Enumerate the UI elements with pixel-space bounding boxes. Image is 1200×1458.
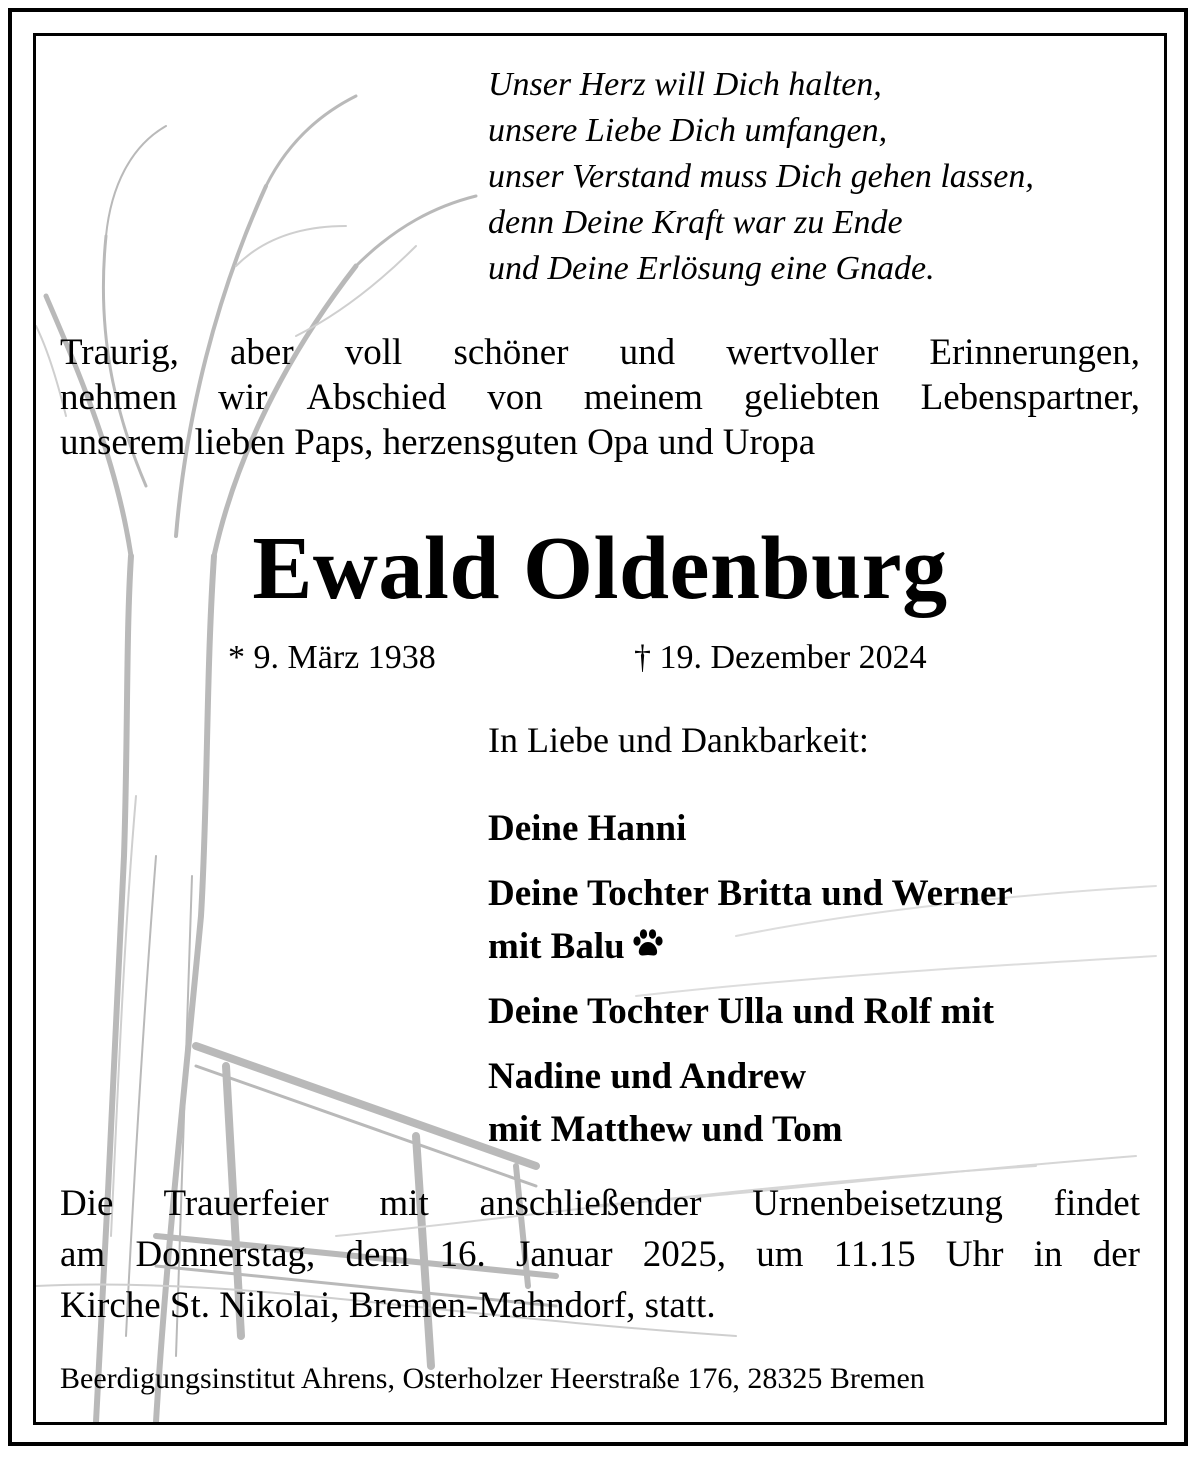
- mourner-line: Deine Tochter Britta und Werner: [488, 873, 1013, 914]
- poem-line: und Deine Erlösung eine Gnade.: [488, 250, 935, 287]
- service-line: Die Trauerfeier mit anschließender Urnenbeisetzung findet: [60, 1183, 1140, 1224]
- mourner-line: Nadine und Andrew: [488, 1056, 807, 1097]
- mourner-line: Deine Tochter Ulla und Rolf mit: [488, 991, 995, 1032]
- service-announcement: [60, 1178, 1140, 1331]
- birth-date: * 9. März 1938: [228, 639, 436, 676]
- death-date: † 19. Dezember 2024: [634, 639, 927, 676]
- service-line: Kirche St. Nikolai, Bremen-Mahndorf, statt.: [60, 1285, 716, 1326]
- poem-line: unser Verstand muss Dich gehen lassen,: [488, 158, 1034, 195]
- mourners-heading: In Liebe und Dankbarkeit:: [488, 720, 869, 760]
- obituary-notice: [33, 33, 1167, 1425]
- intro-line: nehmen wir Abschied von meinem geliebten Lebenspartner,: [60, 377, 1140, 418]
- mourner-line: mit Balu: [488, 926, 625, 967]
- poem-line: unsere Liebe Dich umfangen,: [488, 112, 888, 149]
- poem: [488, 62, 1148, 292]
- mourners-list: [488, 802, 1148, 1156]
- undertaker-footer: Beerdigungsinstitut Ahrens, Osterholzer Heerstraße 176, 28325 Bremen: [60, 1362, 925, 1395]
- intro-paragraph: [60, 330, 1140, 465]
- intro-line: Traurig, aber voll schöner und wertvoller Erinnerungen,: [60, 332, 1140, 373]
- poem-line: Unser Herz will Dich halten,: [488, 66, 882, 103]
- deceased-name: Ewald Oldenburg: [252, 519, 948, 618]
- mourner-line: mit Matthew und Tom: [488, 1109, 843, 1150]
- service-line: am Donnerstag, dem 16. Januar 2025, um 11.15 Uhr in der: [60, 1234, 1140, 1275]
- mourner-line-with-pet: [488, 920, 1148, 973]
- poem-line: denn Deine Kraft war zu Ende: [488, 204, 903, 241]
- intro-line: unserem lieben Paps, herzensguten Opa und Uropa: [60, 422, 816, 463]
- paw-print-icon: [631, 928, 665, 960]
- mourner-line: Deine Hanni: [488, 808, 687, 849]
